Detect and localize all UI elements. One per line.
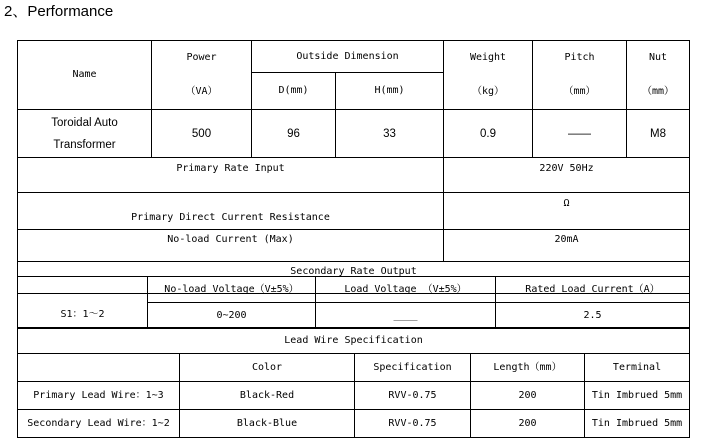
header-nut xyxy=(627,41,690,110)
primary-lead-wire-terminal: Tin Imbrued 5mm xyxy=(585,382,690,410)
header-d-mm: D(mm) xyxy=(252,73,336,110)
header-rated-load-current: Rated Load Current（A） xyxy=(496,277,690,303)
product-name xyxy=(18,110,152,158)
secondary-rated-load-current: 2.5 xyxy=(496,303,690,329)
header-pitch-unit: （mm） xyxy=(563,86,596,97)
secondary-output-table xyxy=(17,276,689,329)
secondary-lead-wire-color: Black-Blue xyxy=(180,410,355,438)
header-nut-label: Nut xyxy=(648,52,668,63)
header-power-label: Power xyxy=(186,52,217,63)
lead-wire-title: Lead Wire Specification xyxy=(18,328,690,354)
header-pitch-label: Pitch xyxy=(564,52,595,63)
secondary-header-blank xyxy=(18,277,148,303)
section-number: 2、 xyxy=(4,3,28,20)
product-power: 500 xyxy=(152,110,252,158)
header-weight xyxy=(444,41,533,110)
primary-lead-wire-length: 200 xyxy=(471,382,585,410)
no-load-current-value: 20mA xyxy=(444,230,690,262)
primary-dc-resistance-label: Primary Direct Current Resistance xyxy=(18,193,444,230)
lead-wire-table xyxy=(17,327,689,438)
header-h-mm: H(mm) xyxy=(336,73,444,110)
header-pitch xyxy=(533,41,627,110)
primary-lead-wire-color: Black-Red xyxy=(180,382,355,410)
product-name-line1: Toroidal Auto xyxy=(51,116,118,129)
product-pitch: —— xyxy=(533,110,627,158)
secondary-load-voltage: ____ xyxy=(316,303,496,329)
secondary-lead-wire-length: 200 xyxy=(471,410,585,438)
header-power-unit: （VA） xyxy=(185,86,218,97)
secondary-lead-wire-spec: RVV-0.75 xyxy=(355,410,471,438)
product-d: 96 xyxy=(252,110,336,158)
header-color: Color xyxy=(180,354,355,382)
header-power xyxy=(152,41,252,110)
primary-rate-input-label: Primary Rate Input xyxy=(18,158,444,193)
secondary-rate-output-title: Secondary Rate Output xyxy=(18,262,690,294)
header-no-load-voltage: No-load Voltage（V±5%） xyxy=(148,277,316,303)
no-load-current-label: No-load Current (Max) xyxy=(18,230,444,262)
secondary-row-label: S1：1～2 xyxy=(18,303,148,329)
primary-rate-input-value: 220V 50Hz xyxy=(444,158,690,193)
secondary-no-load-voltage: 0~200 xyxy=(148,303,316,329)
performance-spec-table xyxy=(17,40,689,294)
product-nut: M8 xyxy=(627,110,690,158)
secondary-lead-wire-label: Secondary Lead Wire：1~2 xyxy=(18,410,180,438)
product-h: 33 xyxy=(336,110,444,158)
product-name-line2: Transformer xyxy=(53,138,116,151)
header-outside-dimension: Outside Dimension xyxy=(252,41,444,73)
header-specification: Specification xyxy=(355,354,471,382)
primary-dc-resistance-value: Ω xyxy=(444,193,690,230)
header-load-voltage: Load Voltage （V±5%） xyxy=(316,277,496,303)
primary-lead-wire-spec: RVV-0.75 xyxy=(355,382,471,410)
secondary-lead-wire-terminal: Tin Imbrued 5mm xyxy=(585,410,690,438)
header-weight-unit: （kg） xyxy=(471,86,505,97)
header-name: Name xyxy=(18,41,152,110)
header-nut-unit: （mm） xyxy=(641,86,675,97)
section-title: Performance xyxy=(27,3,114,20)
product-weight: 0.9 xyxy=(444,110,533,158)
header-length: Length（mm） xyxy=(471,354,585,382)
lead-wire-header-blank xyxy=(18,354,180,382)
section-heading xyxy=(4,2,113,22)
primary-lead-wire-label: Primary Lead Wire：1~3 xyxy=(18,382,180,410)
header-weight-label: Weight xyxy=(469,52,507,63)
header-terminal: Terminal xyxy=(585,354,690,382)
